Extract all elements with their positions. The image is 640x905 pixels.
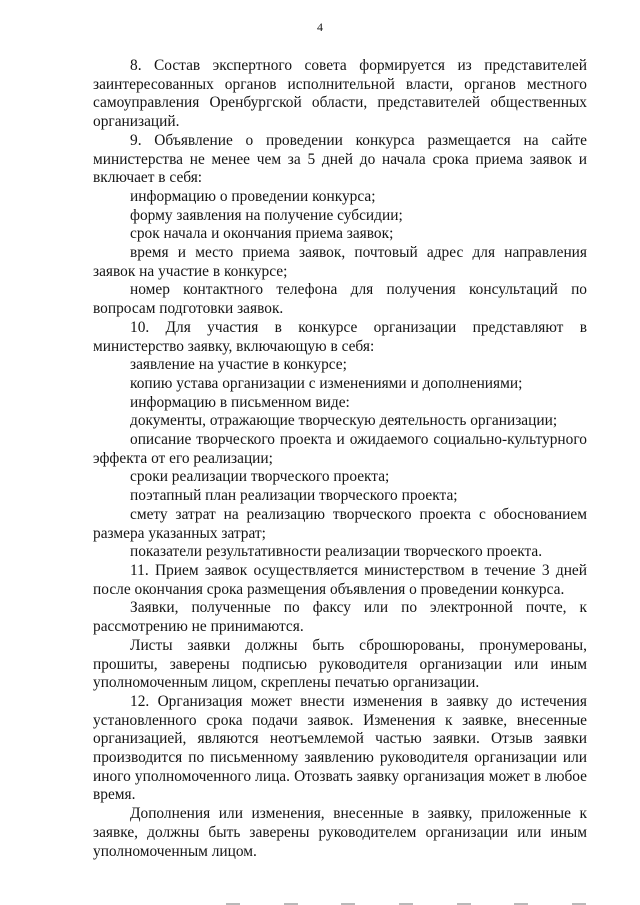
paragraph-9-announcement: 9. Объявление о проведении конкурса размещается на сайте министерства не менее чем за 5 дней до начала срока приема заявок и включает в себя: <box>93 131 587 187</box>
paragraph-10-application: 10. Для участия в конкурсе организации представляют в министерство заявку, включающую в себя: <box>93 318 587 355</box>
paragraph-fax-email-note: Заявки, полученные по факсу или по электронной почте, к рассмотрению не принимаются. <box>93 599 587 636</box>
page-bottom-marks <box>226 900 586 905</box>
list-item: информацию в письменном виде: <box>130 393 350 411</box>
paragraph-12-changes: 12. Организация может внести изменения в заявку до истечения установленного срока подачи заявок. Изменения к заявке, внесенные организацией, являются неотъемлемой частью заявки. Отзыв заявки производится по письменному заявлению руководителя организации или иного уполномоченного лица. Отозвать заявку организация может в любое время. <box>93 692 587 804</box>
list-item: заявление на участие в конкурсе; <box>130 356 347 374</box>
list-item: время и место приема заявок, почтовый адрес для направления заявок на участие в конкурсе; <box>93 244 587 280</box>
list-item: смету затрат на реализацию творческого проекта с обоснованием размера указанных затрат; <box>93 505 587 542</box>
list-item: срок начала и окончания приема заявок; <box>130 225 394 243</box>
list-item: документы, отражающие творческую деятельность организации; <box>130 412 558 430</box>
document-body <box>93 57 587 861</box>
paragraph-8-expert-council: 8. Состав экспертного совета формируется из представителей заинтересованных органов исполнительной власти, органов местного самоуправления Оренбургской области, представителей общественных организаций. <box>93 57 587 131</box>
list-item: копию устава организации с изменениями и дополнениями; <box>130 374 523 392</box>
list-item: номер контактного телефона для получения консультаций по вопросам подготовки заявок. <box>93 281 587 318</box>
list-item: описание творческого проекта и ожидаемого социально-культурного эффекта от его реализации; <box>93 431 587 467</box>
paragraph-additions-certification: Дополнения или изменения, внесенные в заявку, приложенные к заявке, должны быть заверены руководителем организации или иным уполномоченным лицом. <box>93 805 587 860</box>
list-item: форму заявления на получение субсидии; <box>130 206 403 224</box>
list-item: сроки реализации творческого проекта; <box>130 468 390 486</box>
paragraph-binding-requirements: Листы заявки должны быть сброшюрованы, пронумерованы, прошиты, заверены подписью руководителя организации или иным уполномоченным лицом, скреплены печатью организации. <box>93 636 587 692</box>
paragraph-11-acceptance: 11. Прием заявок осуществляется министерством в течение 3 дней после окончания срока размещения объявления о проведении конкурса. <box>93 561 587 598</box>
list-item: информацию о проведении конкурса; <box>130 187 376 205</box>
list-item: показатели результативности реализации творческого проекта. <box>130 543 543 561</box>
list-item: поэтапный план реализации творческого проекта; <box>130 487 458 505</box>
page-number: 4 <box>317 20 323 34</box>
